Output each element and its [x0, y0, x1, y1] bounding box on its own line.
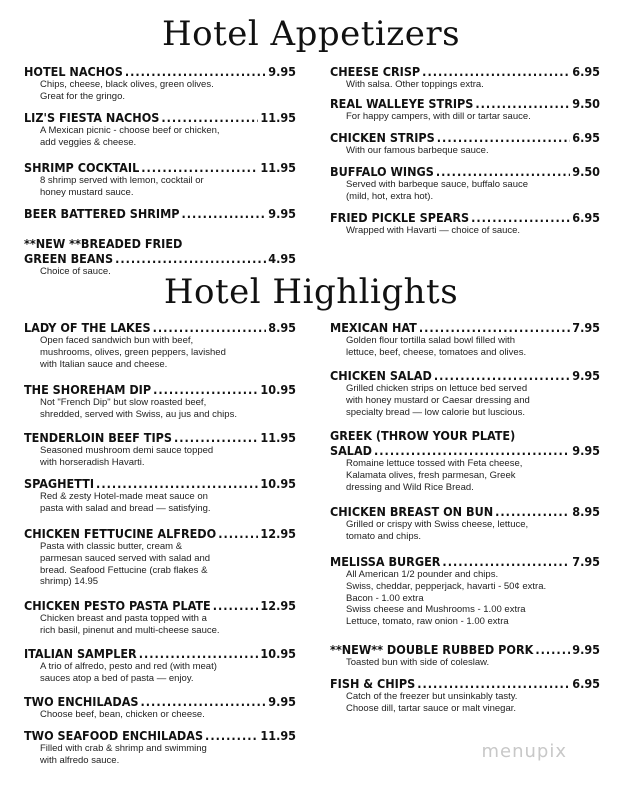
menu-item: [24, 382, 296, 421]
menu-item-line: [330, 642, 600, 657]
leader-dots: [96, 476, 258, 491]
menu-item: [330, 64, 600, 91]
menu-item-line: [330, 164, 600, 179]
leader-dots: [153, 320, 267, 335]
leader-dots: [442, 554, 570, 569]
item-description: Red & zesty Hotel-made meat sauce on pasta with salad and bread — satisfying.: [40, 491, 211, 514]
menu-item-line: [330, 210, 600, 225]
item-price: 10.95: [260, 476, 296, 491]
item-name: MEXICAN HAT: [330, 320, 417, 335]
item-price: 11.95: [260, 160, 296, 175]
item-description: Choice of sauce.: [40, 266, 111, 277]
menu-item-line: [24, 694, 296, 709]
menu-item-line: [24, 251, 296, 266]
item-name: SALAD: [330, 443, 373, 458]
leader-dots: [125, 64, 266, 79]
item-price: 8.95: [268, 320, 296, 335]
item-price: 9.95: [572, 642, 600, 657]
leader-dots: [417, 676, 570, 691]
item-price: 10.95: [260, 382, 296, 397]
item-description: Chicken breast and pasta topped with a rich basil, pinenut and multi-cheese sauce.: [40, 613, 220, 636]
item-name: LADY OF THE LAKES: [24, 320, 151, 335]
menu-item-line: [330, 554, 600, 569]
item-name: FISH & CHIPS: [330, 676, 416, 691]
item-price: 9.95: [572, 368, 600, 383]
item-name: HOTEL NACHOS: [24, 64, 123, 79]
menu-item: [24, 646, 296, 685]
menu-item: [24, 206, 296, 221]
menu-item-line: [330, 443, 600, 458]
menu-item: [24, 526, 296, 588]
menu-item: [330, 96, 600, 123]
menu-item: [24, 110, 296, 149]
menu-item-line: [24, 320, 296, 335]
item-price: 8.95: [572, 504, 600, 519]
item-description: Open faced sandwich bun with beef, mushrooms, olives, green peppers, lavished with Italian sauce and cheese.: [40, 335, 226, 370]
menu-item-line: [330, 676, 600, 691]
item-price: 11.95: [260, 728, 296, 743]
item-name: TWO SEAFOOD ENCHILADAS: [24, 728, 204, 743]
item-description: Pasta with classic butter, cream & parmesan sauced served with salad and bread. Seafood Fettucine (crab flakes & shrimp) 14.95: [40, 541, 211, 588]
menu-item-line: [24, 430, 296, 445]
item-name: ITALIAN SAMPLER: [24, 646, 137, 661]
item-price: 7.95: [572, 554, 600, 569]
menupix-watermark: menupix: [481, 741, 567, 762]
menu-item: [24, 430, 296, 469]
menu-item-line: [330, 504, 600, 519]
menu-item: [24, 160, 296, 199]
item-price: 9.95: [572, 443, 600, 458]
leader-dots: [434, 368, 570, 383]
menu-item-line: [24, 64, 296, 79]
leader-dots: [205, 728, 258, 743]
leader-dots: [141, 694, 267, 709]
item-description: Not "French Dip" but slow roasted beef, shredded, served with Swiss, au jus and chips.: [40, 397, 237, 420]
item-description: Romaine lettuce tossed with Feta cheese, Kalamata olives, fresh parmesan, Greek dressing and Wild Rice Bread.: [346, 458, 523, 493]
item-description: Chips, cheese, black olives, green olives. Great for the gringo.: [40, 79, 214, 102]
item-price: 9.95: [268, 694, 296, 709]
item-description: Catch of the freezer but unsinkably tasty. Choose dill, tartar sauce or malt vinegar.: [346, 691, 518, 714]
item-name: TWO ENCHILADAS: [24, 694, 139, 709]
leader-dots: [174, 430, 258, 445]
item-name: **NEW** DOUBLE RUBBED PORK: [330, 642, 534, 657]
menu-item: [330, 676, 600, 715]
menu-item-line: [330, 368, 600, 383]
item-description: With salsa. Other toppings extra.: [346, 79, 484, 90]
menu-item: [330, 642, 600, 669]
leader-dots: [213, 598, 259, 613]
menu-item: [330, 130, 600, 157]
menu-item-line: [24, 110, 296, 125]
menu-item-line: [330, 64, 600, 79]
item-price: 12.95: [260, 526, 296, 541]
appetizers-title: Hotel Appetizers: [161, 14, 461, 54]
item-name: LIZ'S FIESTA NACHOS: [24, 110, 160, 125]
item-name: FRIED PICKLE SPEARS: [330, 210, 470, 225]
menu-item-line: [24, 160, 296, 175]
leader-dots: [535, 642, 570, 657]
item-name: CHICKEN BREAST ON BUN: [330, 504, 494, 519]
menu-item-line: [24, 646, 296, 661]
menu-item: [330, 164, 600, 203]
leader-dots: [422, 64, 570, 79]
menu-item-line-1: [24, 236, 296, 251]
item-name-line1: **NEW **BREADED FRIED: [24, 236, 183, 251]
menu-item: [24, 320, 296, 370]
leader-dots: [437, 130, 570, 145]
item-name-line1: GREEK (THROW YOUR PLATE): [330, 428, 516, 443]
item-description: Grilled or crispy with Swiss cheese, lettuce, tomato and chips.: [346, 519, 529, 542]
item-description: A Mexican picnic - choose beef or chicken, add veggies & cheese.: [40, 125, 220, 148]
leader-dots: [182, 206, 267, 221]
menu-item: [330, 554, 600, 628]
item-description: A trio of alfredo, pesto and red (with meat) sauces atop a bed of pasta — enjoy.: [40, 661, 217, 684]
item-name: SPAGHETTI: [24, 476, 95, 491]
menu-item-line: [24, 598, 296, 613]
item-name: BEER BATTERED SHRIMP: [24, 206, 180, 221]
item-description: Seasoned mushroom demi sauce topped with horseradish Havarti.: [40, 445, 214, 468]
leader-dots: [419, 320, 570, 335]
item-name: SHRIMP COCKTAIL: [24, 160, 140, 175]
item-description: Wrapped with Havarti — choice of sauce.: [346, 225, 521, 236]
item-description: 8 shrimp served with lemon, cocktail or honey mustard sauce.: [40, 175, 204, 198]
leader-dots: [436, 164, 570, 179]
item-price: 10.95: [260, 646, 296, 661]
menu-item: [330, 428, 600, 493]
menu-item: [330, 368, 600, 418]
item-description: Grilled chicken strips on lettuce bed served with honey mustard or Caesar dressing and specialty bread — low calorie but luscious.: [346, 383, 530, 418]
item-price: 9.95: [268, 64, 296, 79]
leader-dots: [471, 210, 570, 225]
item-description: Toasted bun with side of coleslaw.: [346, 657, 490, 668]
menu-item-line: [330, 320, 600, 335]
menu-item-line: [24, 206, 296, 221]
leader-dots: [495, 504, 570, 519]
item-name: CHICKEN FETTUCINE ALFREDO: [24, 526, 217, 541]
leader-dots: [475, 96, 570, 111]
item-price: 6.95: [572, 64, 600, 79]
item-price: 9.95: [268, 206, 296, 221]
item-price: 7.95: [572, 320, 600, 335]
item-name: CHICKEN PESTO PASTA PLATE: [24, 598, 211, 613]
leader-dots: [141, 160, 258, 175]
leader-dots: [139, 646, 259, 661]
menu-item: [330, 320, 600, 359]
item-price: 6.95: [572, 210, 600, 225]
item-price: 9.50: [572, 164, 600, 179]
leader-dots: [115, 251, 266, 266]
menu-item-line: [24, 728, 296, 743]
item-name: MELISSA BURGER: [330, 554, 441, 569]
menu-item: [24, 728, 296, 767]
menu-item: [24, 598, 296, 637]
menu-item-line-1: [330, 428, 600, 443]
item-description: Choose beef, bean, chicken or cheese.: [40, 709, 205, 720]
menu-item: [330, 210, 600, 237]
item-price: 4.95: [268, 251, 296, 266]
item-name: CHICKEN STRIPS: [330, 130, 435, 145]
menu-item-line: [24, 526, 296, 541]
item-price: 11.95: [260, 110, 296, 125]
item-price: 12.95: [260, 598, 296, 613]
highlights-title: Hotel Highlights: [163, 272, 459, 312]
item-name: GREEN BEANS: [24, 251, 114, 266]
item-name: REAL WALLEYE STRIPS: [330, 96, 474, 111]
item-price: 9.50: [572, 96, 600, 111]
menu-item-line: [330, 130, 600, 145]
item-price: 6.95: [572, 676, 600, 691]
menu-item: [24, 476, 296, 515]
menu-item-line: [330, 96, 600, 111]
menu-item-line: [24, 476, 296, 491]
leader-dots: [153, 382, 258, 397]
leader-dots: [218, 526, 258, 541]
item-name: THE SHOREHAM DIP: [24, 382, 152, 397]
item-description: Golden flour tortilla salad bowl filled with lettuce, beef, cheese, tomatoes and olives.: [346, 335, 527, 358]
menu-item: [330, 504, 600, 543]
item-description: For happy campers, with dill or tartar sauce.: [346, 111, 531, 122]
leader-dots: [374, 443, 570, 458]
leader-dots: [161, 110, 258, 125]
item-name: BUFFALO WINGS: [330, 164, 434, 179]
menu-item: [24, 64, 296, 103]
item-price: 6.95: [572, 130, 600, 145]
item-description: All American 1/2 pounder and chips. Swiss, cheddar, pepperjack, havarti - 50¢ extra. Bacon - 1.00 extra Swiss cheese and Mushrooms - 1.00 extra Lettuce, tomato, raw onion - 1.00 extra: [346, 569, 547, 628]
item-description: With our famous barbeque sauce.: [346, 145, 489, 156]
item-price: 11.95: [260, 430, 296, 445]
item-name: CHEESE CRISP: [330, 64, 421, 79]
item-name: TENDERLOIN BEEF TIPS: [24, 430, 172, 445]
menu-item-line: [24, 382, 296, 397]
menu-item: [24, 694, 296, 721]
item-description: Served with barbeque sauce, buffalo sauce (mild, hot, extra hot).: [346, 179, 529, 202]
item-description: Filled with crab & shrimp and swimming with alfredo sauce.: [40, 743, 207, 766]
item-name: CHICKEN SALAD: [330, 368, 432, 383]
